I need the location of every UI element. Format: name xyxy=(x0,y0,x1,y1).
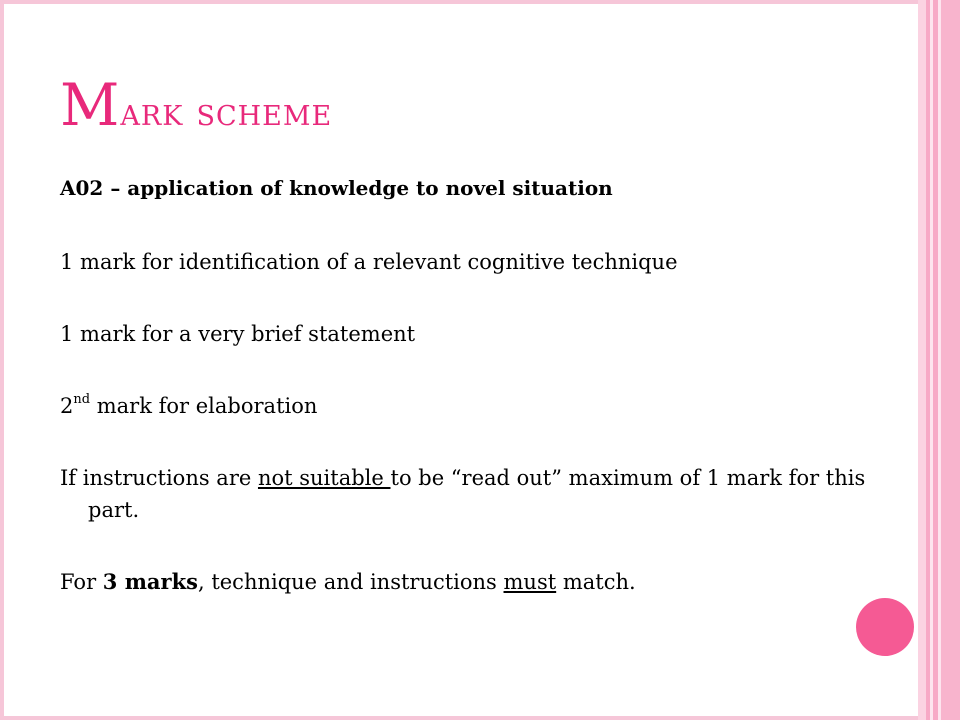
instructions-rule-underlined: not suitable xyxy=(257,466,391,490)
slide-title xyxy=(60,71,333,139)
objective-heading: A02 – application of knowledge to novel situation xyxy=(60,176,613,200)
instructions-rule-start: If instructions are xyxy=(60,466,258,490)
full-marks-bold: 3 marks xyxy=(102,569,198,594)
ordinal-suffix: nd xyxy=(73,392,91,407)
mark-criterion-elaboration xyxy=(60,390,900,422)
title-rest: ark scheme xyxy=(120,90,333,134)
full-marks-middle: , technique and instructions xyxy=(197,570,504,594)
right-stripe-1 xyxy=(918,0,926,720)
mark-criterion-identification: 1 mark for identification of a relevant cognitive technique xyxy=(60,250,678,274)
frame-bottom-border xyxy=(0,716,918,720)
full-marks-start: For xyxy=(60,570,103,594)
frame-left-border xyxy=(0,0,4,720)
instructions-rule-end: to be “read out” maximum of 1 mark for this part. xyxy=(88,466,866,522)
full-marks-underlined: must xyxy=(503,570,557,594)
slide-body xyxy=(60,172,900,638)
instructions-rule xyxy=(60,462,900,526)
right-stripe-6 xyxy=(941,0,960,720)
ordinal-number: 2 xyxy=(60,394,74,418)
full-marks-rule xyxy=(60,566,900,598)
frame-top-border xyxy=(0,0,918,4)
mark-criterion-statement: 1 mark for a very brief statement xyxy=(60,322,416,346)
title-initial: M xyxy=(60,71,121,139)
full-marks-end: match. xyxy=(556,570,636,594)
decorative-circle xyxy=(856,598,914,656)
elaboration-text: mark for elaboration xyxy=(90,394,318,418)
